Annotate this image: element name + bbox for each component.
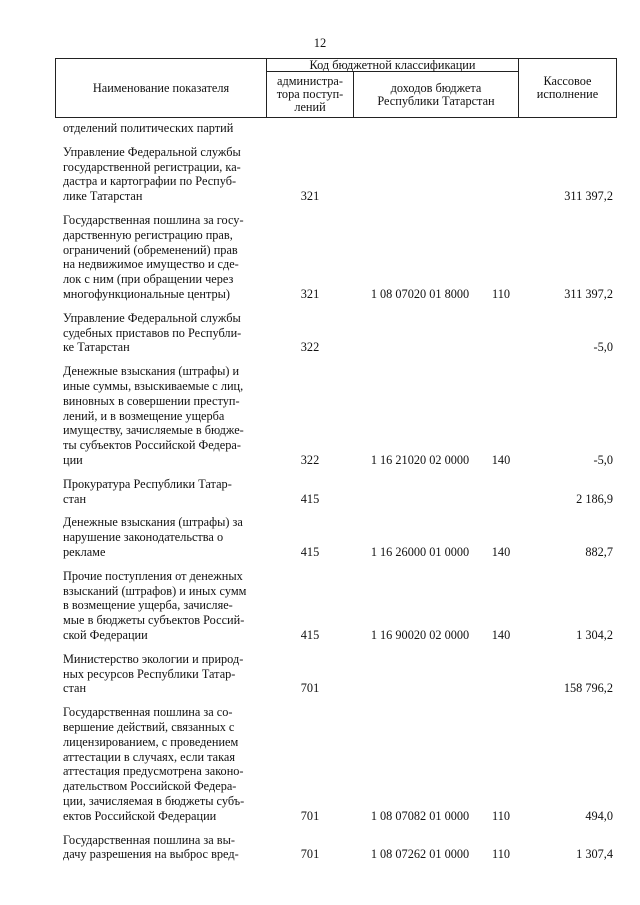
- row-type-code: 110: [492, 287, 510, 301]
- row-name: [63, 213, 263, 302]
- header-cash-line: исполнение: [536, 87, 599, 101]
- row-name-line: Государственная пошлина за со-: [63, 705, 233, 720]
- row-name-line: ты субъектов Российской Федера-: [63, 438, 241, 453]
- row-name-line: дастра и картографии по Респуб-: [63, 174, 237, 189]
- row-name-line: ных ресурсов Республики Татар-: [63, 666, 236, 681]
- row-name-line: нарушение законодательства о: [63, 530, 224, 545]
- row-admin-code: 415: [300, 628, 320, 642]
- row-name-line: стан: [63, 681, 87, 696]
- row-name: [63, 477, 263, 507]
- row-name-line: Денежные взыскания (штрафы) и: [63, 364, 240, 379]
- row-income-code: 1 08 07262 01 0000: [370, 847, 470, 862]
- row-name-line: Денежные взыскания (штрафы) за: [63, 515, 243, 530]
- row-admin-code: 321: [300, 287, 320, 301]
- row-name: [63, 515, 263, 559]
- header-cash-line: Кассовое: [543, 74, 592, 88]
- row-name-line: судебных приставов по Республи-: [63, 325, 242, 340]
- row-name-line: на недвижимое имущество и сде-: [63, 257, 239, 272]
- row-name-line: взысканий (штрафов) и иных сумм: [63, 583, 247, 598]
- row-admin-code: 322: [300, 453, 320, 467]
- row-name-line: вершение действий, связанных с: [63, 719, 235, 734]
- row-name-line: многофункциональные центры): [63, 286, 230, 301]
- row-name-line: иные суммы, взыскиваемые с лиц,: [63, 378, 244, 393]
- row-income-code: 1 16 26000 01 0000: [370, 545, 470, 559]
- row-amount: 158 796,2: [563, 681, 613, 696]
- row-name-line: ке Татарстан: [63, 340, 130, 355]
- row-amount: 1 307,4: [576, 847, 613, 862]
- header-income-label: [353, 71, 519, 118]
- row-name: [63, 311, 263, 355]
- row-name-line: дарственную регистрацию прав,: [63, 227, 233, 242]
- row-name: [63, 121, 263, 136]
- row-name-line: дательством Российской Федера-: [63, 779, 237, 794]
- row-type-code: 110: [492, 847, 510, 862]
- row-name-line: Прочие поступления от денежных: [63, 568, 243, 583]
- row-name-line: в возмещение ущерба, зачисляе-: [63, 598, 233, 613]
- row-name-line: мые в бюджеты субъектов Россий-: [63, 613, 245, 628]
- row-type-code: 140: [491, 545, 511, 559]
- row-admin-code: 322: [300, 340, 320, 355]
- row-name-line: ектов Российской Федерации: [63, 808, 217, 823]
- row-name-line: аттестация предусмотрена законо-: [63, 764, 244, 779]
- header-admin-line: администра-: [277, 74, 343, 88]
- row-admin-code: 701: [300, 681, 320, 696]
- row-admin-code: 701: [300, 808, 320, 823]
- header-code-group-label: Код бюджетной классификации: [309, 57, 476, 72]
- row-name-line: стан: [63, 491, 87, 506]
- row-name-line: имуществу, зачисляемые в бюдже-: [63, 423, 244, 438]
- row-name: [63, 652, 263, 696]
- row-name-line: рекламе: [63, 544, 106, 559]
- row-name: [63, 364, 263, 468]
- row-amount: 311 397,2: [564, 189, 613, 204]
- row-name-line: ции: [63, 452, 83, 467]
- page-number: 12: [313, 36, 327, 50]
- row-name-line: лок с ним (при обращении через: [63, 272, 234, 287]
- row-name: [63, 705, 263, 823]
- row-income-code: 1 16 21020 02 0000: [370, 453, 470, 467]
- row-type-code: 140: [491, 628, 511, 642]
- row-amount: 882,7: [585, 545, 613, 559]
- row-name-line: лицензированием, с проведением: [63, 734, 239, 749]
- row-amount: 1 304,2: [576, 628, 613, 642]
- row-name-line: виновных в совершении преступ-: [63, 393, 240, 408]
- row-name-line: лике Татарстан: [63, 189, 143, 204]
- row-amount: 494,0: [585, 808, 613, 823]
- row-name-line: ции, зачисляемая в бюджеты субъ-: [63, 793, 245, 808]
- row-name-line: Министерство экологии и природ-: [63, 651, 244, 666]
- row-name-line: Государственная пошлина за вы-: [63, 832, 235, 847]
- row-name: [63, 145, 263, 204]
- row-name-line: ской Федерации: [63, 627, 148, 642]
- row-admin-code: 415: [300, 491, 320, 506]
- row-type-code: 140: [491, 453, 511, 467]
- row-name-line: Прокуратура Республики Татар-: [63, 476, 232, 491]
- row-amount: -5,0: [593, 453, 613, 467]
- row-name-line: государственной регистрации, ка-: [63, 159, 241, 174]
- row-admin-code: 321: [300, 189, 320, 204]
- header-income-line: Республики Татарстан: [377, 93, 495, 108]
- row-income-code: 1 08 07082 01 0000: [370, 808, 470, 823]
- header-cash-label: [518, 58, 617, 118]
- row-name: [63, 833, 263, 863]
- header-admin-line: тора поступ-: [276, 87, 344, 101]
- row-income-code: 1 08 07020 01 8000: [370, 287, 470, 301]
- row-type-code: 110: [492, 808, 510, 823]
- row-name-line: Управление Федеральной службы: [63, 310, 241, 325]
- row-name-line: Управление Федеральной службы: [63, 144, 241, 159]
- header-income-line: доходов бюджета: [390, 80, 482, 95]
- row-name-line: ограничений (обременений) прав: [63, 242, 238, 257]
- row-name: [63, 569, 263, 643]
- header-name-label: Наименование показателя: [92, 80, 230, 95]
- row-admin-code: 701: [300, 847, 320, 862]
- row-name-line: лений, и в возмещение ущерба: [63, 408, 225, 423]
- header-admin-line: лений: [294, 100, 326, 114]
- row-name-line: дачу разрешения на выброс вред-: [63, 847, 239, 862]
- row-income-code: 1 16 90020 02 0000: [370, 628, 470, 642]
- row-amount: 311 397,2: [564, 287, 613, 301]
- row-amount: 2 186,9: [576, 491, 613, 506]
- row-name-line: аттестации в случаях, если такая: [63, 749, 236, 764]
- row-amount: -5,0: [593, 340, 613, 355]
- row-admin-code: 415: [300, 545, 320, 559]
- row-name-line: отделений политических партий: [63, 121, 234, 135]
- table-header: [55, 58, 617, 118]
- row-name-line: Государственная пошлина за госу-: [63, 213, 244, 227]
- header-admin-label: [266, 71, 354, 118]
